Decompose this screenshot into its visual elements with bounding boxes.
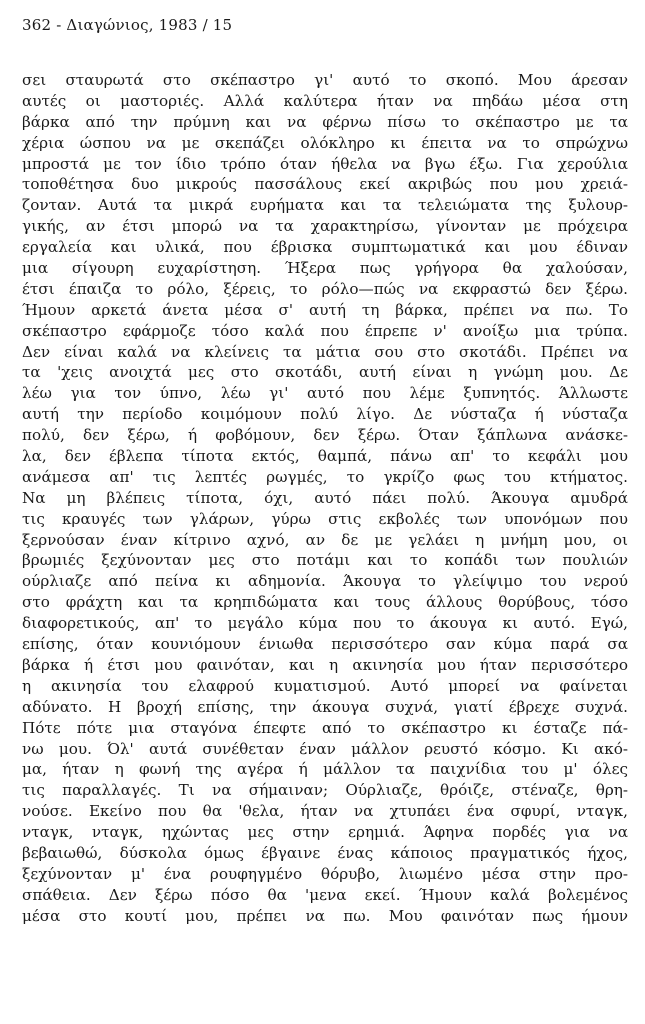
- text-line: μπροστά με τον ίδιο τρόπο όταν ήθελα να βγω έξω. Για χερούλια: [22, 154, 628, 173]
- text-line: ανάμεσα απ' τις λεπτές ρωγμές, το γκρίζο φως του κτήματος.: [22, 467, 628, 486]
- text-line: έτσι έπαιζα το ρόλο, ξέρεις, το ρόλο—πώς να εκφραστώ δεν ξέρω.: [22, 279, 628, 298]
- text-line: αυτές οι μαστοριές. Αλλά καλύτερα ήταν να πηδάω μέσα στη: [22, 91, 628, 110]
- text-line: νταγκ, νταγκ, ηχώντας μες στην ερημιά. Άφηνα πορδές για να: [22, 823, 628, 842]
- text-line: μέσα στο κουτί μου, πρέπει να πω. Μου φαινόταν πως ήμουν: [22, 906, 628, 925]
- body-text: [22, 70, 628, 927]
- text-line: βρωμιές ξεχύνονταν μες στο ποτάμι και το κοπάδι των πουλιών: [22, 551, 628, 570]
- text-line: γικής, αν έτσι μπορώ να τα χαρακτηρίσω, γίνονταν με πρόχειρα: [22, 217, 628, 236]
- text-line: ούρλιαζε από πείνα κι αδημονία. Άκουγα το γλείψιμο του νερού: [22, 572, 628, 591]
- text-line: η ακινησία του ελαφρού κυματισμού. Αυτό μπορεί να φαίνεται: [22, 676, 628, 695]
- text-line: Ήμουν αρκετά άνετα μέσα σ' αυτή τη βάρκα, πρέπει να πω. Το: [22, 300, 628, 319]
- text-line: χέρια ώσπου να με σκεπάζει ολόκληρο κι έπειτα να το σπρώχνω: [22, 133, 628, 152]
- text-line: τις παραλλαγές. Τι να σήμαιναν; Ούρλιαζε, θρόιζε, στέναζε, θρη-: [22, 781, 628, 800]
- text-line: αυτή την περίοδο κοιμόμουν πολύ λίγο. Δε νύσταζα ή νύσταζα: [22, 405, 628, 424]
- text-line: βεβαιωθώ, δύσκολα όμως έβγαινε ένας κάποιος πραγματικός ήχος,: [22, 843, 628, 862]
- text-line: νω μου. Όλ' αυτά συνέθεταν έναν μάλλον ρευστό κόσμο. Κι ακό-: [22, 739, 628, 758]
- text-line: σκέπαστρο εφάρμοζε τόσο καλά που έπρεπε ν' ανοίξω μια τρύπα.: [22, 321, 628, 340]
- text-line: Δεν είναι καλά να κλείνεις τα μάτια σου στο σκοτάδι. Πρέπει να: [22, 342, 628, 361]
- text-line: νούσε. Εκείνο που θα 'θελα, ήταν να χτυπάει ένα σφυρί, νταγκ,: [22, 802, 628, 821]
- text-line: σει σταυρωτά στο σκέπαστρο γι' αυτό το σκοπό. Μου άρεσαν: [22, 71, 628, 89]
- text-line: διαφορετικούς, απ' το μεγάλο κύμα που το άκουγα κι αυτό. Εγώ,: [22, 614, 628, 633]
- text-line: τοποθέτησα δυο μικρούς πασσάλους εκεί ακριβώς που μου χρειά-: [22, 175, 628, 194]
- text-line: τα 'χεις ανοιχτά μες στο σκοτάδι, αυτή είναι η γνώμη μου. Δε: [22, 363, 628, 382]
- text-line: βάρκα ή έτσι μου φαινόταν, και η ακινησία μου ήταν περισσότερο: [22, 655, 628, 674]
- text-line: ξεχύνονταν μ' ένα ρουφηγμένο θόρυβο, λιωμένο μέσα στην προ-: [22, 864, 628, 883]
- text-line: στο φράχτη και τα κρηπιδώματα και τους άλλους θορύβους, τόσο: [22, 593, 628, 612]
- text-line: λα, δεν έβλεπα τίποτα εκτός, θαμπά, πάνω απ' το κεφάλι μου: [22, 447, 628, 466]
- text-line: ζονταν. Αυτά τα μικρά ευρήματα και τα τελειώματα της ξυλουρ-: [22, 196, 628, 215]
- text-line: ξερνούσαν έναν κίτρινο αχνό, αν δε με γελάει η μνήμη μου, οι: [22, 530, 628, 549]
- text-line: βάρκα από την πρύμνη και να φέρνω πίσω το σκέπαστρο με τα: [22, 112, 628, 131]
- text-line: σπάθεια. Δεν ξέρω πόσο θα 'μενα εκεί. Ήμουν καλά βολεμένος: [22, 885, 628, 904]
- text-line: λέω για τον ύπνο, λέω γι' αυτό που λέμε ξυπνητός. Άλλωστε: [22, 384, 628, 403]
- text-line: τις κραυγές των γλάρων, γύρω στις εκβολές των υπονόμων που: [22, 509, 628, 528]
- text-line: μα, ήταν η φωνή της αγέρα ή μάλλον τα παιχνίδια του μ' όλες: [22, 760, 628, 779]
- text-line: πολύ, δεν ξέρω, ή φοβόμουν, δεν ξέρω. Όταν ξάπλωνα ανάσκε-: [22, 426, 628, 445]
- text-line: Πότε πότε μια σταγόνα έπεφτε από το σκέπαστρο κι έσταζε πά-: [22, 718, 628, 737]
- running-head: 362 - Διαγώνιος, 1983 / 15: [22, 16, 233, 34]
- text-line: επίσης, όταν κουνιόμουν ένιωθα περισσότερο σαν κύμα παρά σα: [22, 635, 628, 654]
- text-line: μια σίγουρη ευχαρίστηση. Ήξερα πως γρήγορα θα χαλούσαν,: [22, 259, 628, 278]
- text-line: αδύνατο. Η βροχή επίσης, την άκουγα συχνά, γιατί έβρεχε συχνά.: [22, 697, 628, 716]
- text-line: Να μη βλέπεις τίποτα, όχι, αυτό πάει πολύ. Άκουγα αμυδρά: [22, 488, 628, 507]
- text-line: εργαλεία και υλικά, που έβρισκα συμπτωματικά και μου έδιναν: [22, 238, 628, 257]
